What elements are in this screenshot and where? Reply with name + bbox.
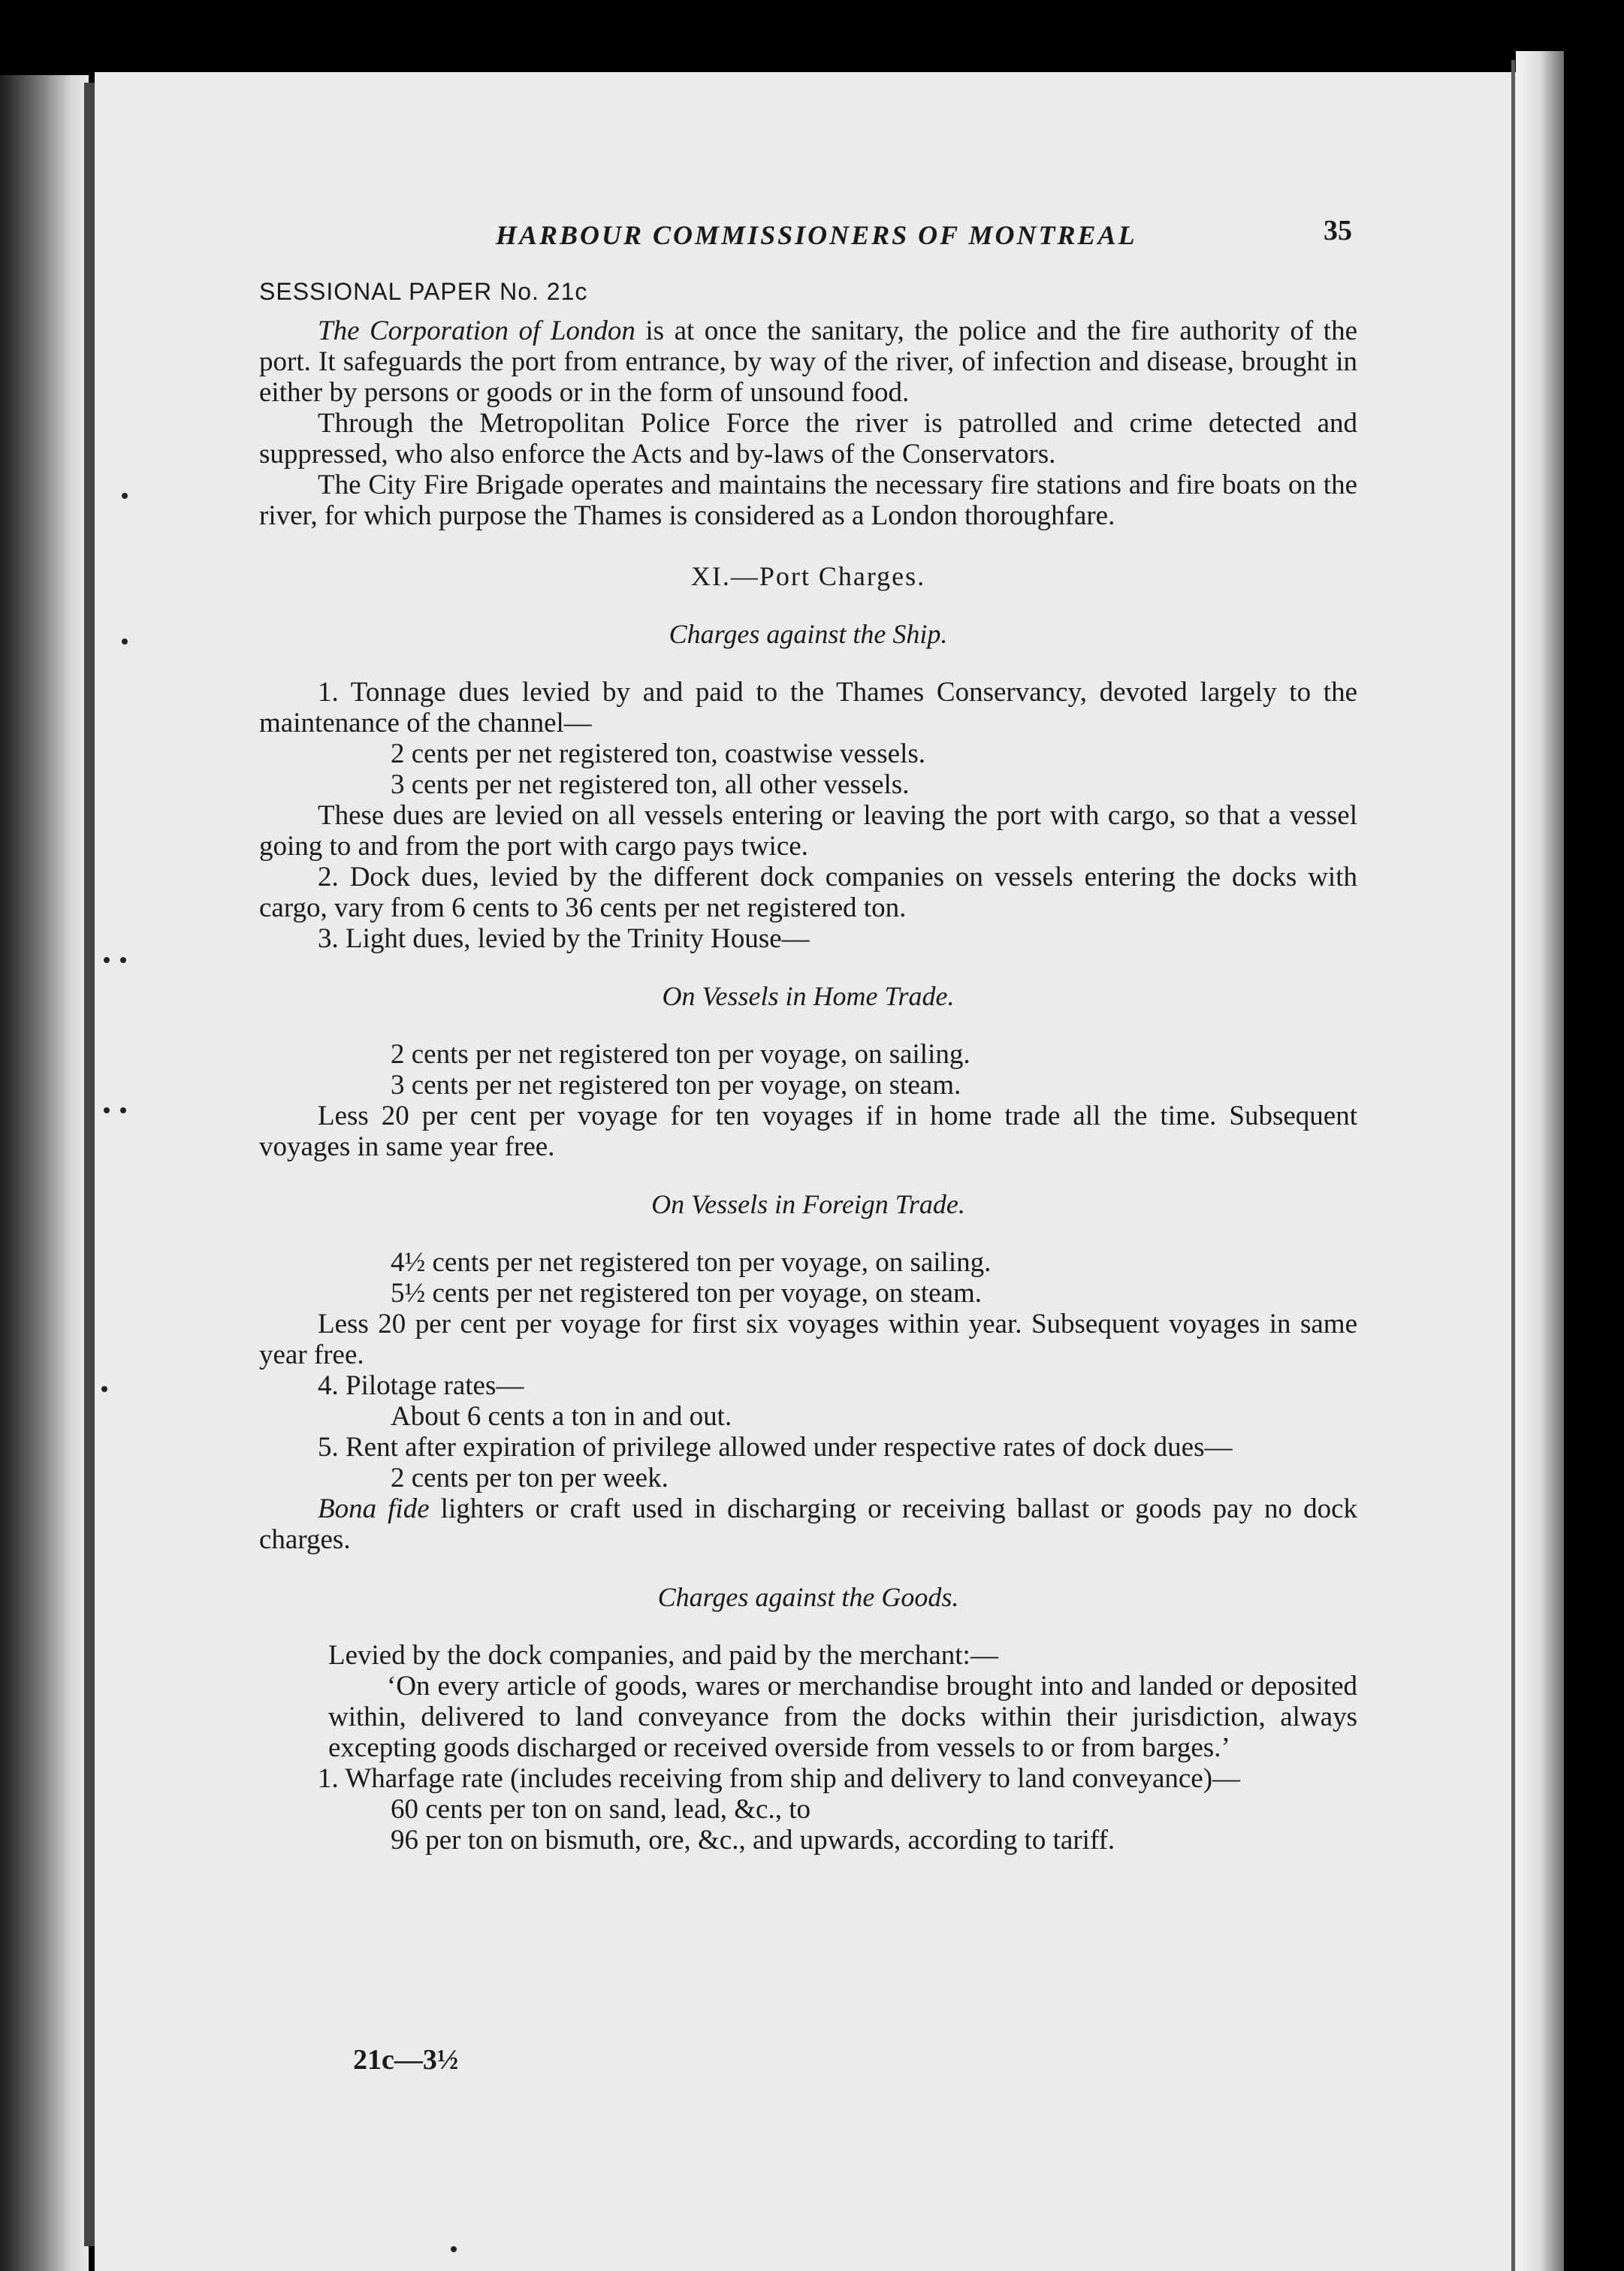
page-right-border (1511, 60, 1515, 2271)
foreign-trade-heading: On Vessels in Foreign Trade. (651, 1189, 965, 1219)
intro-paragraph: The City Fire Brigade operates and maintains the necessary fire stations and fire boats on the river, for which purpose the Thames is considered as a London thoroughfare. (259, 470, 1357, 531)
home-trade-note: Less 20 per cent per voyage for ten voyages if in home trade all the time. Subsequent voyages in same year free. (259, 1101, 1357, 1162)
foreign-trade-rate: 4½ cents per net registered ton per voyage, on sailing. (391, 1247, 992, 1278)
book-left-edge (0, 75, 89, 2271)
intro-paragraph: Through the Metropolitan Police Force the river is patrolled and crime detected and suppressed, who also enforce the Acts and by-laws of the Conservators. (259, 408, 1357, 470)
tonnage-dues-item: 1. Tonnage dues levied by and paid to the Thames Conservancy, devoted largely to the maintenance of the channel— (259, 677, 1357, 738)
margin-mark (104, 957, 110, 963)
wharfage-rate: 60 cents per ton on sand, lead, &c., to (391, 1794, 810, 1825)
pilotage-item: 4. Pilotage rates— (318, 1370, 524, 1401)
goods-quote: ‘On every article of goods, wares or merchandise brought into and landed or deposited within, delivered to land conveyance from the docks within their jurisdiction, always excepting goods discharged or received overside from vessels to or from barges.’ (328, 1671, 1357, 1763)
home-trade-heading: On Vessels in Home Trade. (662, 981, 955, 1011)
page-number: 35 (1324, 215, 1352, 246)
dock-dues-item: 2. Dock dues, levied by the different dock companies on vessels entering the docks with cargo, vary from 6 cents to 36 cents per net registered ton. (259, 862, 1357, 923)
margin-mark (451, 2246, 457, 2252)
home-trade-rate: 3 cents per net registered ton per voyage, on steam. (391, 1070, 961, 1101)
tonnage-note: These dues are levied on all vessels entering or leaving the port with cargo, so that a vessel going to and from the port with cargo pays twice. (259, 800, 1357, 862)
printer-signature: 21c—3½ (353, 2044, 459, 2076)
levied-line: Levied by the dock companies, and paid by the merchant:— (328, 1640, 998, 1671)
book-right-edge (1516, 51, 1564, 2271)
ship-charges-heading: Charges against the Ship. (669, 619, 948, 649)
foreign-trade-note: Less 20 per cent per voyage for first six voyages within year. Subsequent voyages in same year free. (259, 1309, 1357, 1370)
pilotage-rate: About 6 cents a ton in and out. (391, 1401, 732, 1432)
bona-fide-note: Bona fide lighters or craft used in discharging or receiving ballast or goods pay no dock charges. (259, 1493, 1357, 1555)
light-dues-item: 3. Light dues, levied by the Trinity House— (318, 923, 810, 954)
margin-mark (101, 1386, 107, 1392)
document-body (259, 316, 1357, 1856)
foreign-trade-rate: 5½ cents per net registered ton per voyage, on steam. (391, 1278, 983, 1309)
book-binding (84, 83, 95, 2246)
tonnage-rate: 3 cents per net registered ton, all other vessels. (391, 769, 910, 800)
rent-rate: 2 cents per ton per week. (391, 1463, 669, 1493)
corporation-name: The Corporation of London (318, 316, 635, 346)
wharfage-rate: 96 per ton on bismuth, ore, &c., and upwards, according to tariff. (391, 1825, 1115, 1856)
margin-mark (120, 1107, 126, 1113)
running-head: HARBOUR COMMISSIONERS OF MONTREAL (496, 220, 1137, 250)
goods-block (259, 1640, 1357, 1763)
sessional-paper-label: SESSIONAL PAPER No. 21c (259, 278, 588, 305)
intro-paragraph: The Corporation of London is at once the sanitary, the police and the fire authority of the port. It safeguards the port from entrance, by way of the river, of infection and disease, brought in either by persons or goods or in the form of unsound food. (259, 316, 1357, 408)
margin-mark (122, 493, 128, 499)
margin-mark (104, 1107, 110, 1113)
home-trade-rate: 2 cents per net registered ton per voyage, on sailing. (391, 1039, 970, 1070)
rent-item: 5. Rent after expiration of privilege allowed under respective rates of dock dues— (318, 1432, 1233, 1463)
goods-charges-heading: Charges against the Goods. (657, 1582, 959, 1612)
wharfage-item: 1. Wharfage rate (includes receiving from ship and delivery to land conveyance)— (318, 1763, 1241, 1794)
section-title: XI.—Port Charges. (690, 561, 926, 591)
tonnage-rate: 2 cents per net registered ton, coastwise vessels. (391, 738, 926, 769)
margin-mark (120, 957, 126, 963)
margin-mark (122, 639, 128, 645)
